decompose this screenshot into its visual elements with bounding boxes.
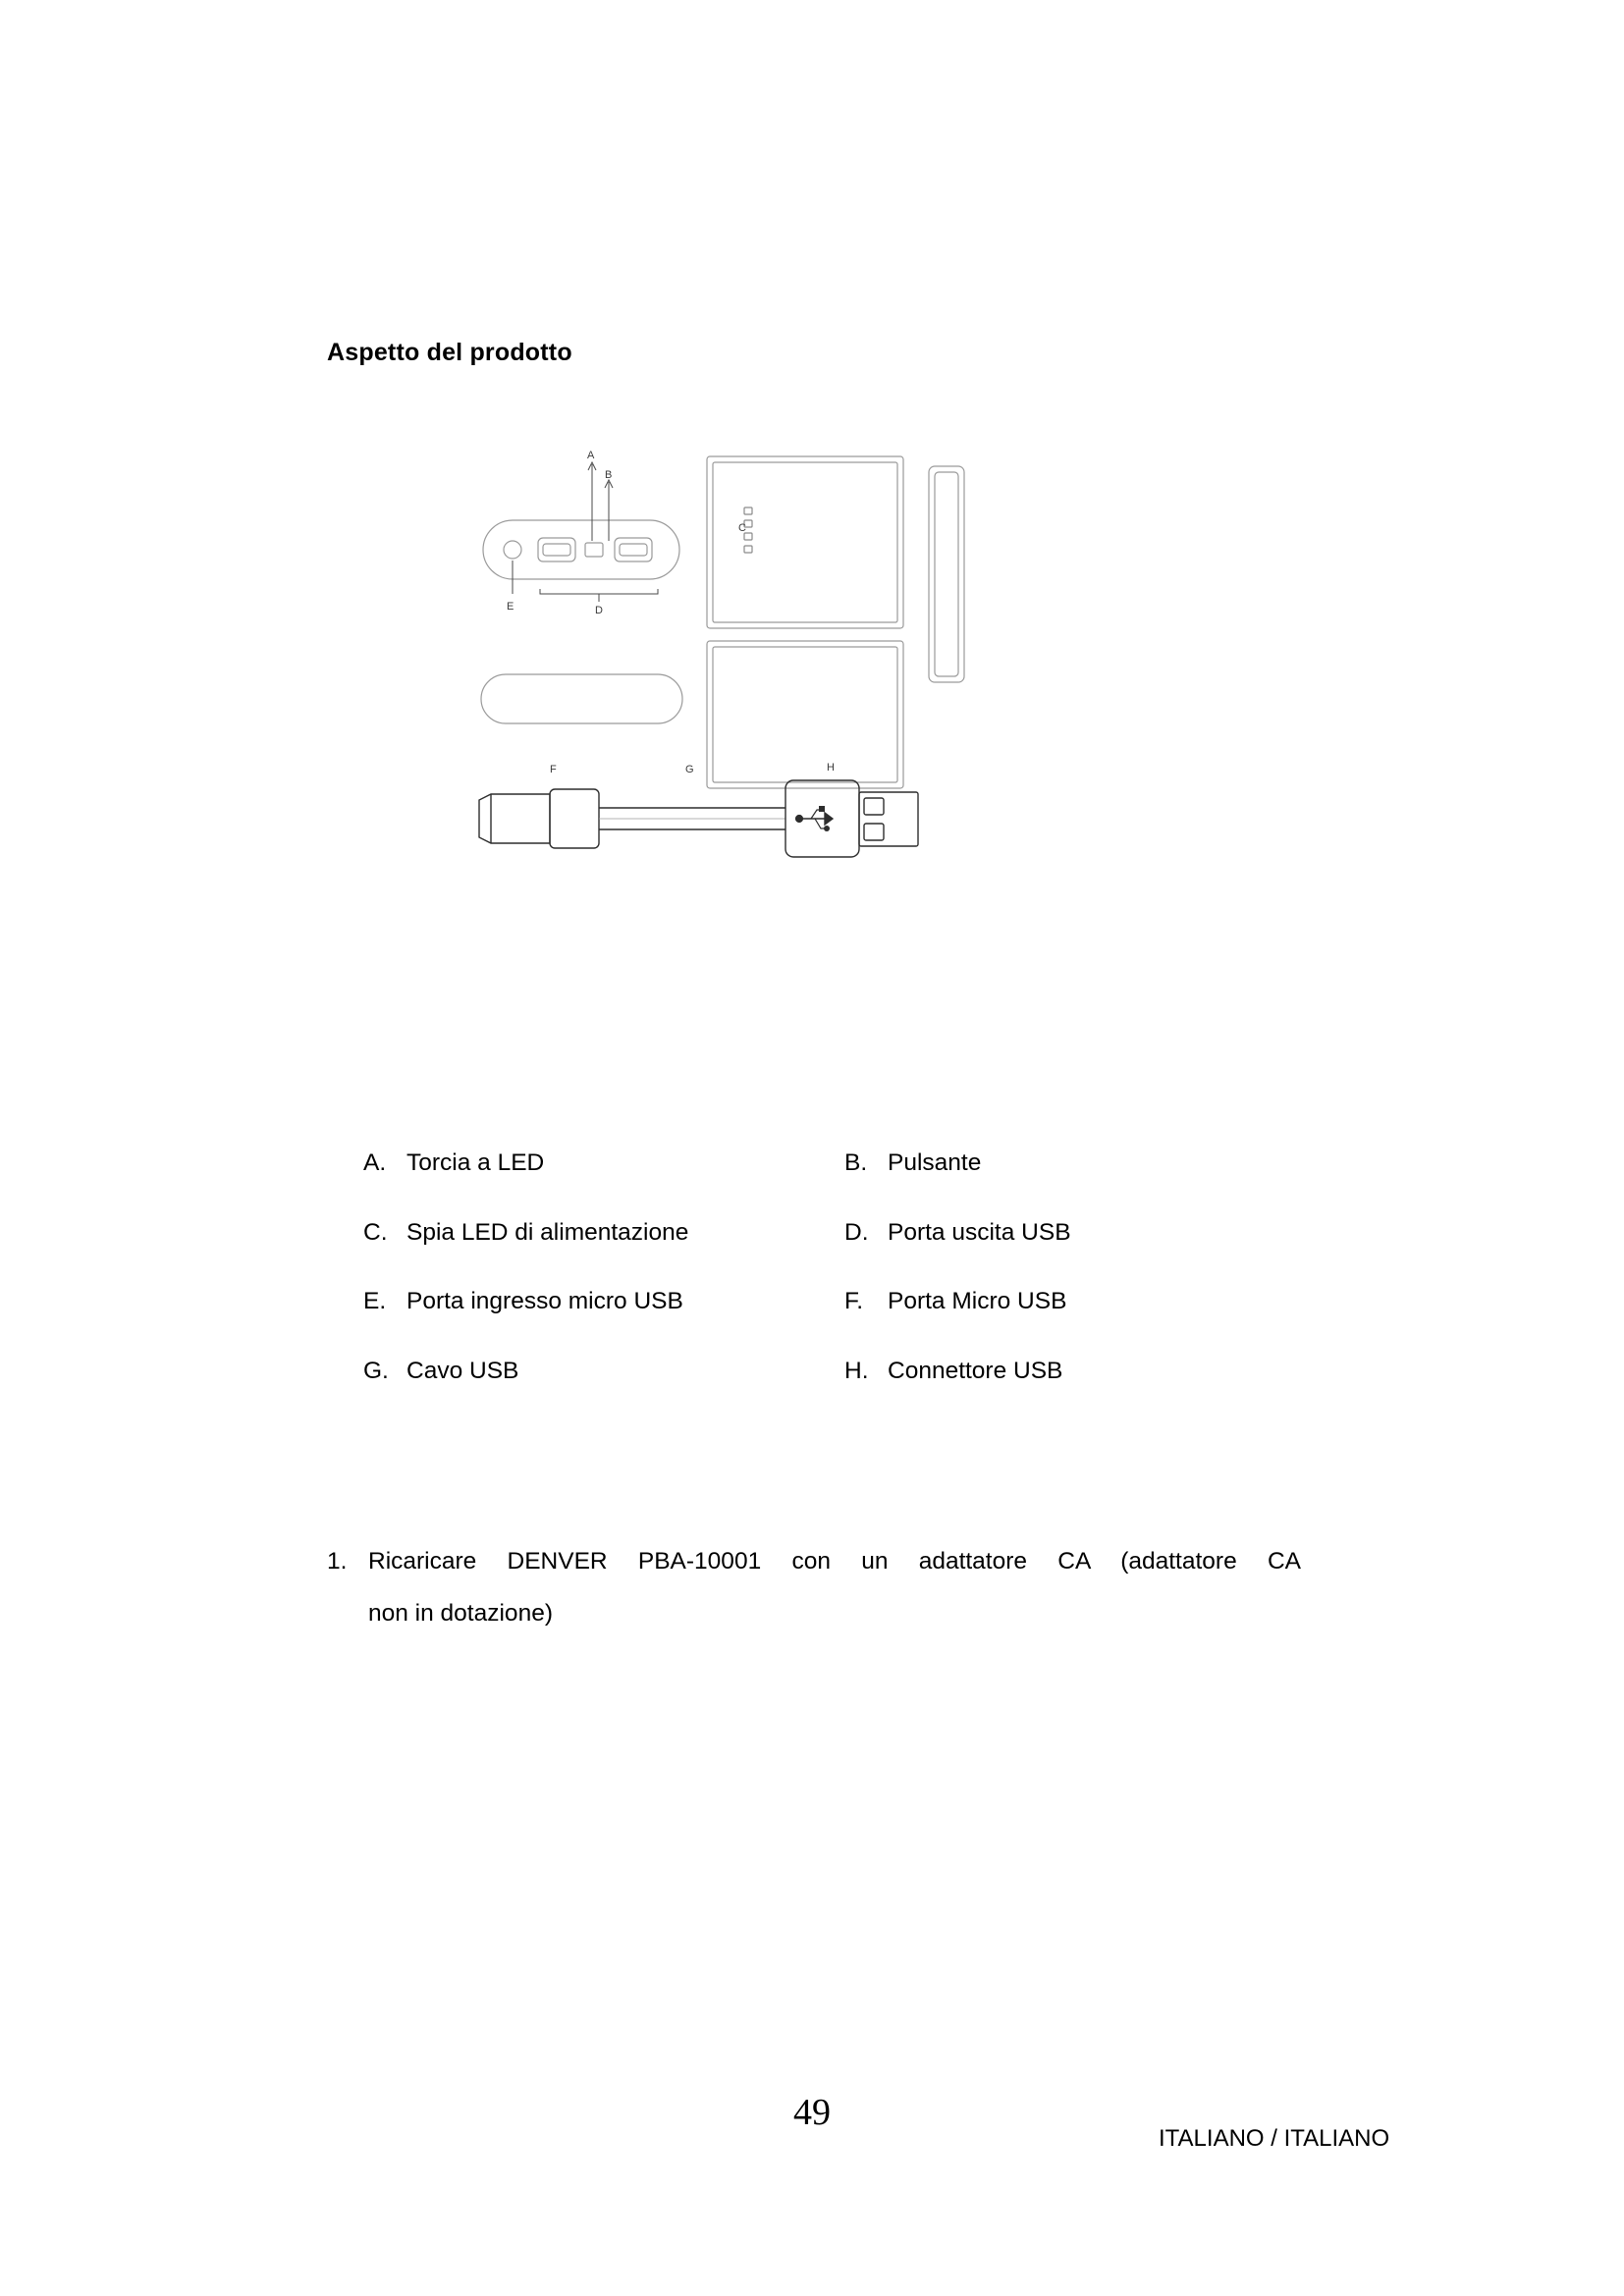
legend-item-b xyxy=(844,1148,1247,1179)
legend-key: F. xyxy=(844,1288,864,1315)
legend-key: D. xyxy=(844,1218,869,1246)
legend-row xyxy=(363,1218,1247,1249)
callout-e: E xyxy=(507,601,514,613)
callout-d: D xyxy=(595,605,603,616)
legend-key: C. xyxy=(363,1218,388,1246)
legend-row xyxy=(363,1357,1247,1387)
legend-item-d xyxy=(844,1218,1247,1249)
product-appearance-figure xyxy=(461,447,1188,1114)
legend-row xyxy=(363,1148,1247,1179)
legend-label: Porta uscita USB xyxy=(888,1218,1071,1246)
step-text-line-1: Ricaricare DENVER PBA-10001 con un adattatore CA (adattatore CA xyxy=(368,1548,1301,1575)
callout-c: C xyxy=(738,522,746,534)
step-text xyxy=(368,1536,1309,1639)
legend-label: Pulsante xyxy=(888,1149,982,1176)
callout-a: A xyxy=(587,450,595,461)
legend-item-h xyxy=(844,1357,1247,1387)
legend-label: Connettore USB xyxy=(888,1357,1063,1384)
step-number: 1. xyxy=(327,1548,348,1575)
callout-f: F xyxy=(550,764,557,775)
legend-label: Torcia a LED xyxy=(406,1149,545,1176)
legend-item-c xyxy=(363,1218,844,1249)
step-text-line-2: non in dotazione) xyxy=(368,1599,553,1627)
step-item xyxy=(327,1536,1309,1639)
legend-item-e xyxy=(363,1287,844,1317)
legend-key: G. xyxy=(363,1357,389,1384)
legend-item-g xyxy=(363,1357,844,1387)
legend-label: Porta Micro USB xyxy=(888,1288,1067,1315)
legend-label: Spia LED di alimentazione xyxy=(406,1218,689,1246)
legend-item-a xyxy=(363,1148,844,1179)
legend-row xyxy=(363,1287,1247,1317)
legend-key: H. xyxy=(844,1357,869,1384)
instruction-steps xyxy=(327,1536,1309,1639)
legend-label: Porta ingresso micro USB xyxy=(406,1288,683,1315)
legend-key: B. xyxy=(844,1149,868,1176)
page-title: Aspetto del prodotto xyxy=(327,339,572,366)
legend-key: E. xyxy=(363,1288,387,1315)
legend-item-f xyxy=(844,1287,1247,1317)
footer-language-label: ITALIANO / ITALIANO xyxy=(1159,2125,1390,2152)
legend-list xyxy=(363,1148,1247,1426)
callout-h: H xyxy=(827,762,835,774)
callout-b: B xyxy=(605,469,613,481)
callout-g: G xyxy=(685,764,694,775)
page-number: 49 xyxy=(793,2092,831,2133)
legend-key: A. xyxy=(363,1149,387,1176)
legend-label: Cavo USB xyxy=(406,1357,519,1384)
